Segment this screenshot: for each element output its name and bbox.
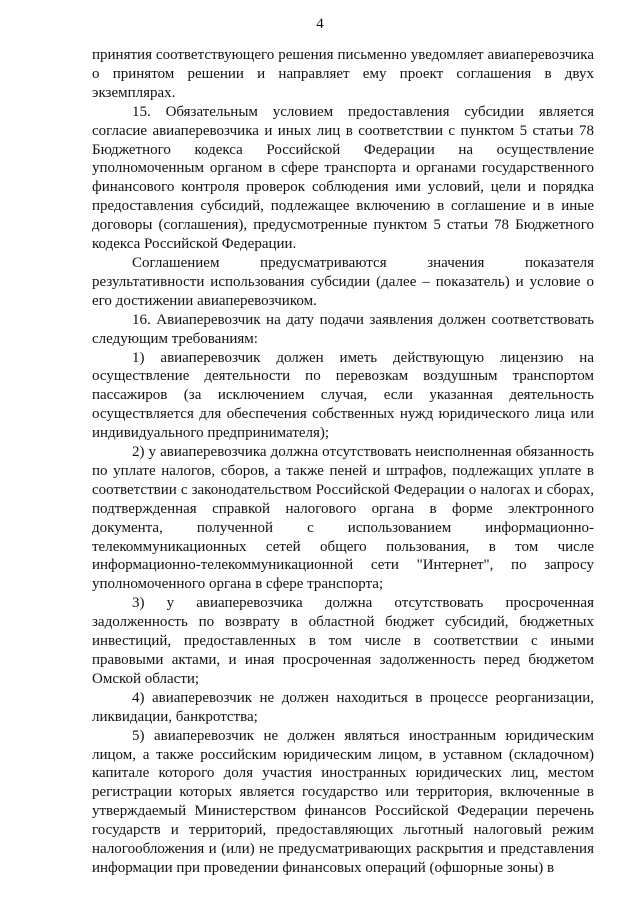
paragraph-continuation: принятия соответствующего решения письменно уведомляет авиаперевозчика о принятом решении и направляет ему проект соглашения в двух экземплярах. — [92, 47, 594, 101]
document-body — [92, 46, 594, 878]
paragraph-item-15: 15. Обязательным условием предоставления субсидии является согласие авиаперевозчика и иных лиц в соответствии с пунктом 5 статьи 78 Бюджетного кодекса Российской Федерации на осуществление уполномоченным органом в сфере транспорта и органами государственного финансового контроля проверок соблюдения ими условий, цели и порядка предоставления субсидий, подлежащее включению в соглашение и в иные договоры (соглашения), предусмотренные пунктом 5 статьи 78 Бюджетного кодекса Российской Федерации. — [92, 103, 594, 253]
requirement-2: 2) у авиаперевозчика должна отсутствовать неисполненная обязанность по уплате налогов, сборов, а также пеней и штрафов, подлежащих уплате в соответствии с законодательством Российской Федерации о налогах и сборах, подтвержденная справкой налогового органа в форме электронного документа, полученной с использованием информационно-телекоммуникационных сетей общего пользования, в том числе информационно-телекоммуникационной сети "Интернет", по запросу уполномоченного органа в сфере транспорта; — [92, 444, 594, 593]
paragraph-item-16: 16. Авиаперевозчик на дату подачи заявления должен соответствовать следующим требованиям: — [92, 311, 594, 347]
requirement-1: 1) авиаперевозчик должен иметь действующую лицензию на осуществление деятельности по перевозкам воздушным транспортом пассажиров (за исключением случая, если указанная деятельность осуществляется для обеспечения собственных нужд юридического лица или индивидуального предпринимателя); — [92, 349, 594, 442]
requirement-5: 5) авиаперевозчик не должен являться иностранным юридическим лицом, а также российским юридическим лицом, в уставном (складочном) капитале которого доля участия иностранных юридических лиц, местом регистрации которых является государство или территория, включенные в утверждаемый Министерством финансов Российской Федерации перечень государств и территорий, предоставляющих льготный налоговый режим налогообложения и (или) не предусматривающих раскрытия и представления информации при проведении финансовых операций (офшорные зоны) в — [92, 727, 594, 876]
requirement-4: 4) авиаперевозчик не должен находиться в процессе реорганизации, ликвидации, банкротства; — [92, 689, 594, 725]
requirement-3: 3) у авиаперевозчика должна отсутствовать просроченная задолженность по возврату в областной бюджет субсидий, бюджетных инвестиций, предоставленных в том числе в соответствии с иными правовыми актами, и иная просроченная задолженность перед бюджетом Омской области; — [92, 595, 594, 687]
page-number: 4 — [316, 16, 324, 32]
paragraph-agreement-indicator: Соглашением предусматриваются значения показателя результативности использования субсидии (далее – показатель) и условие о его достижении авиаперевозчиком. — [92, 254, 594, 309]
